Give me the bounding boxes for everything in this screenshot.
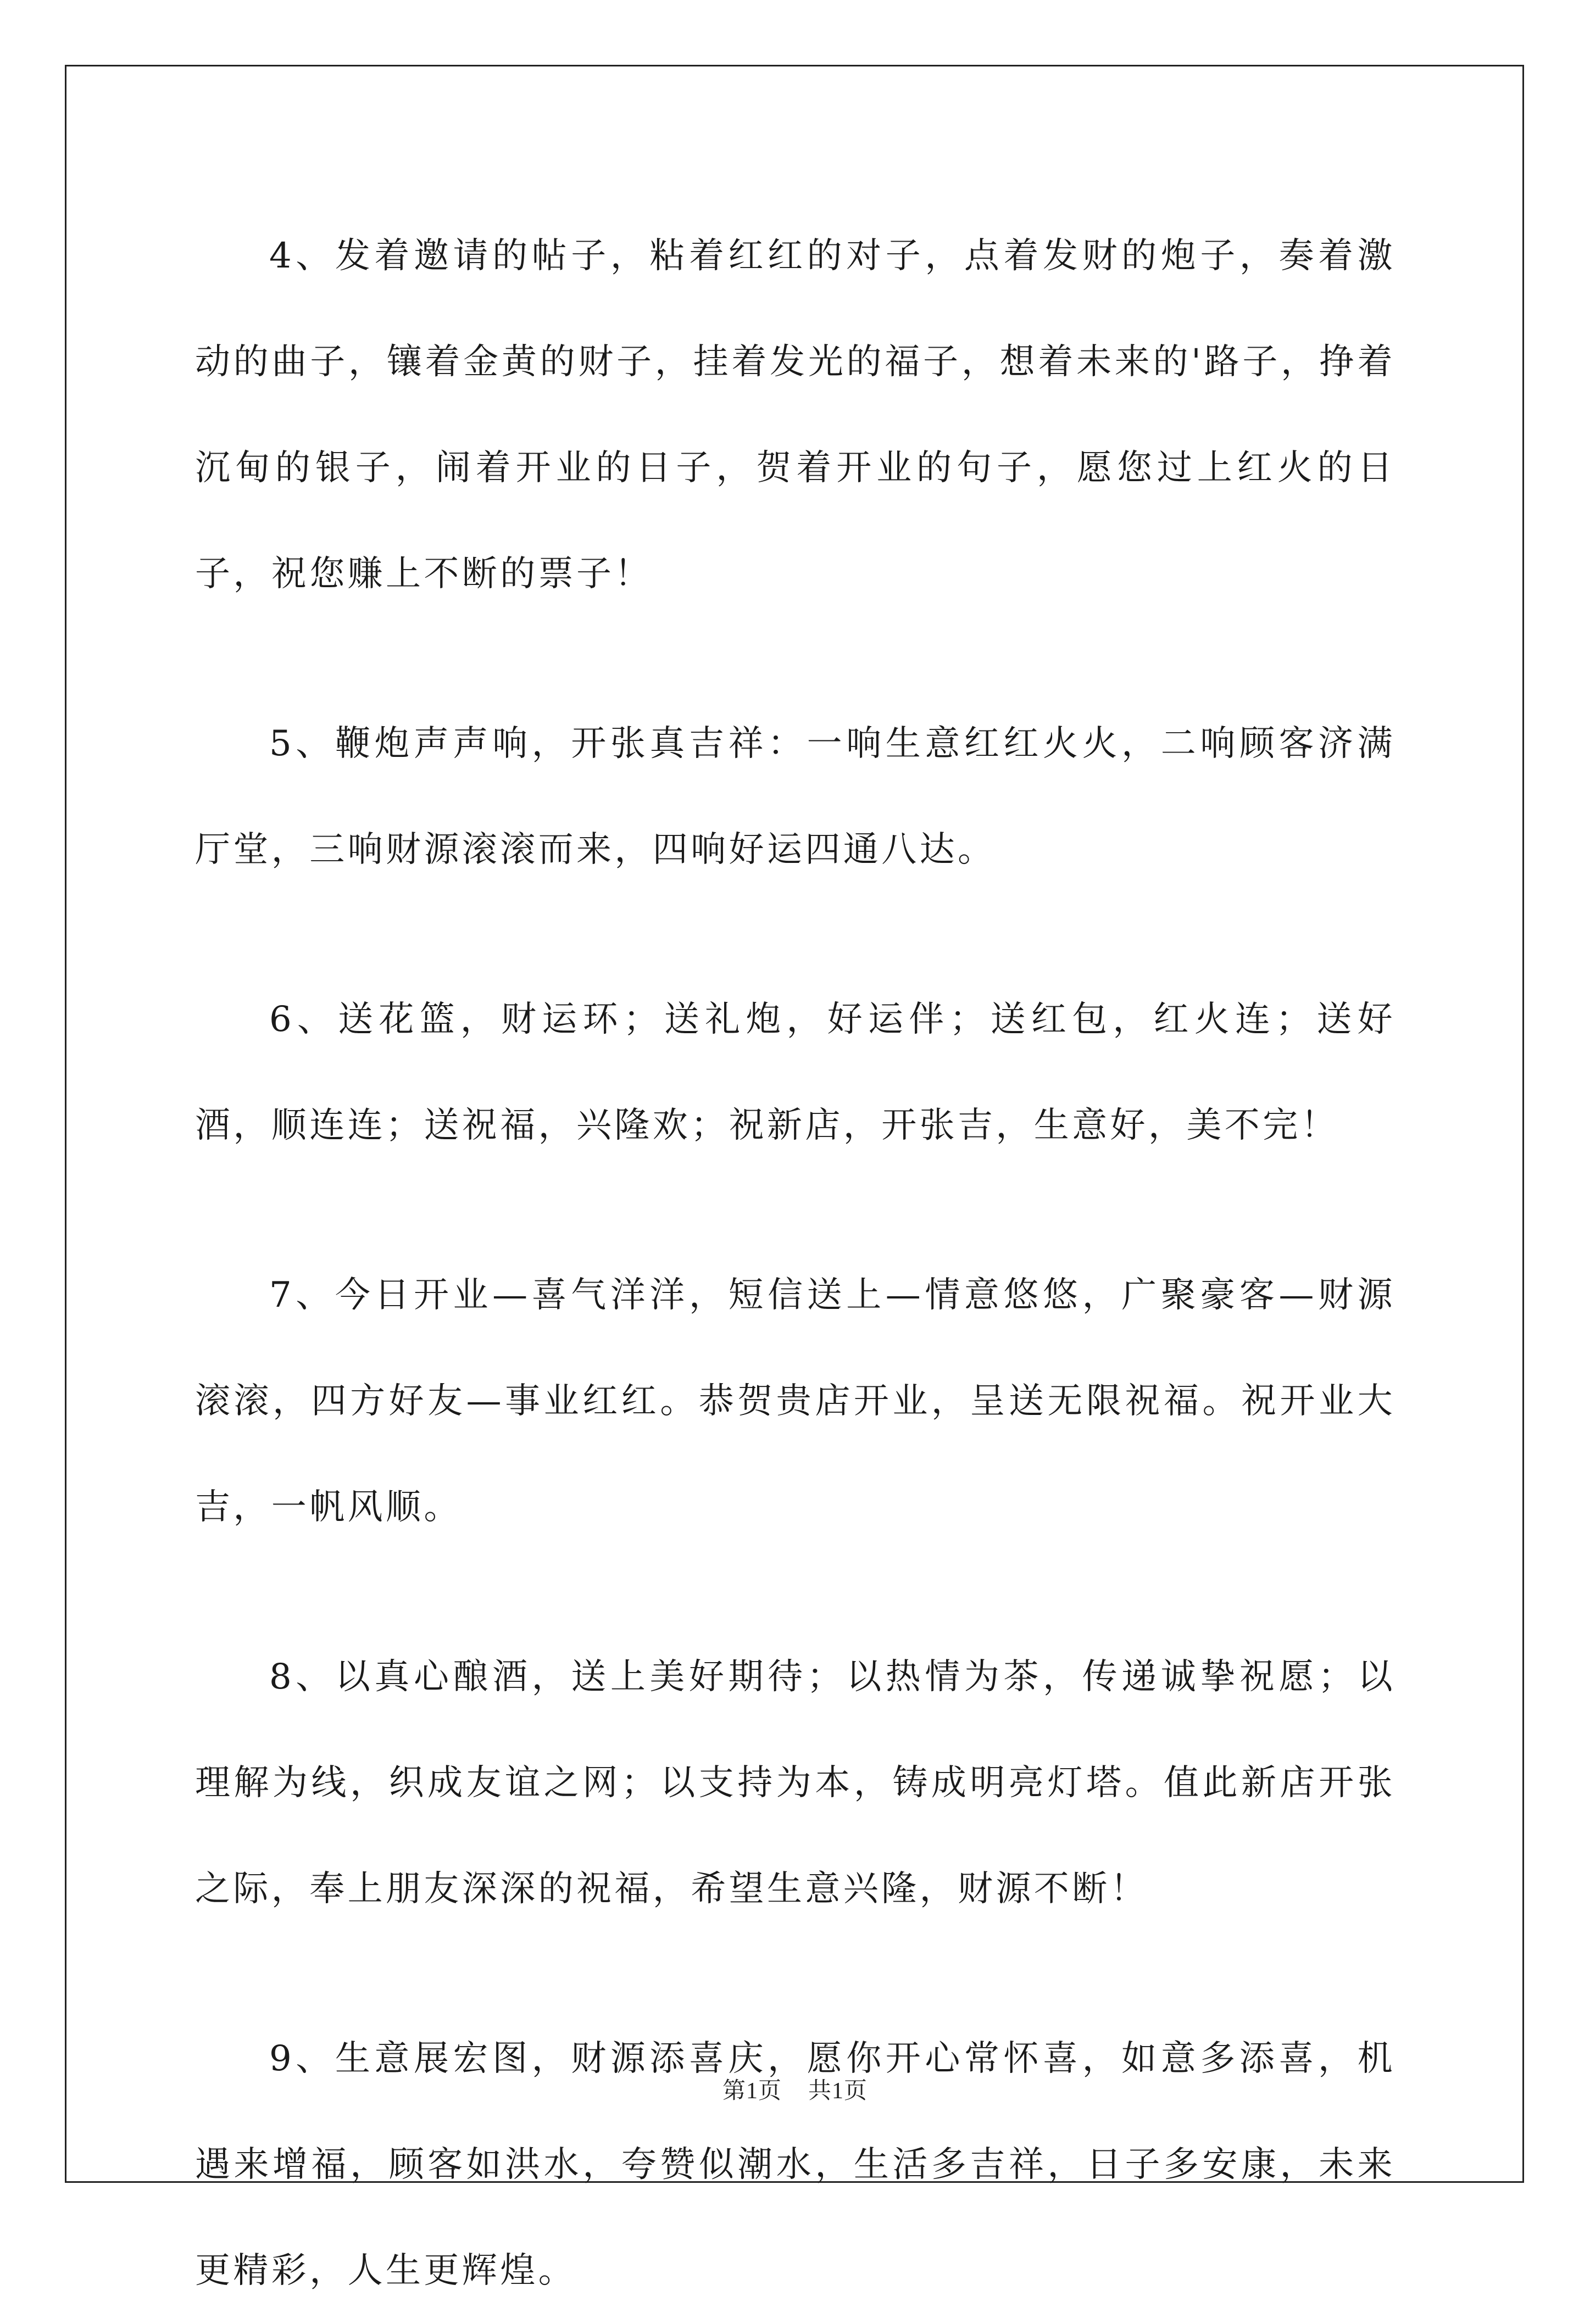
paragraph-8: 8、以真心酿酒，送上美好期待；以热情为茶，传递诚挚祝愿；以理解为线，织成友谊之网；以支持为本，铸成明亮灯塔。值此新店开张之际，奉上朋友深深的祝福，希望生意兴隆，财源不断！ <box>195 1657 1396 1909</box>
paragraph-5: 5、鞭炮声声响，开张真吉祥：一响生意红红火火，二响顾客济满厅堂，三响财源滚滚而来，四响好运四通八达。 <box>195 723 1396 870</box>
page-total: 共1页 <box>808 2078 868 2104</box>
paragraph-9: 9、生意展宏图，财源添喜庆，愿你开心常怀喜，如意多添喜，机遇来增福，顾客如洪水，夸赞似潮水，生活多吉祥，日子多安康，未来更精彩，人生更辉煌。 <box>195 2038 1396 2291</box>
paragraph-6: 6、送花篮，财运环；送礼炮，好运伴；送红包，红火连；送好酒，顺连连；送祝福，兴隆欢；祝新店，开张吉，生意好，美不完！ <box>195 999 1396 1146</box>
page-footer <box>0 2077 1590 2105</box>
page-number: 第1页 <box>722 2078 782 2104</box>
paragraph-7: 7、今日开业—喜气洋洋，短信送上—情意悠悠，广聚豪客—财源滚滚，四方好友—事业红红。恭贺贵店开业，呈送无限祝福。祝开业大吉，一帆风顺。 <box>195 1275 1396 1528</box>
paragraph-4: 4、发着邀请的帖子，粘着红红的对子，点着发财的炮子，奏着激动的曲子，镶着金黄的财子，挂着发光的福子，想着未来的'路子，挣着沉甸的银子，闹着开业的日子，贺着开业的句子，愿您过上红火的日子，祝您赚上不断的票子！ <box>195 236 1396 594</box>
document-body <box>195 203 1396 2324</box>
